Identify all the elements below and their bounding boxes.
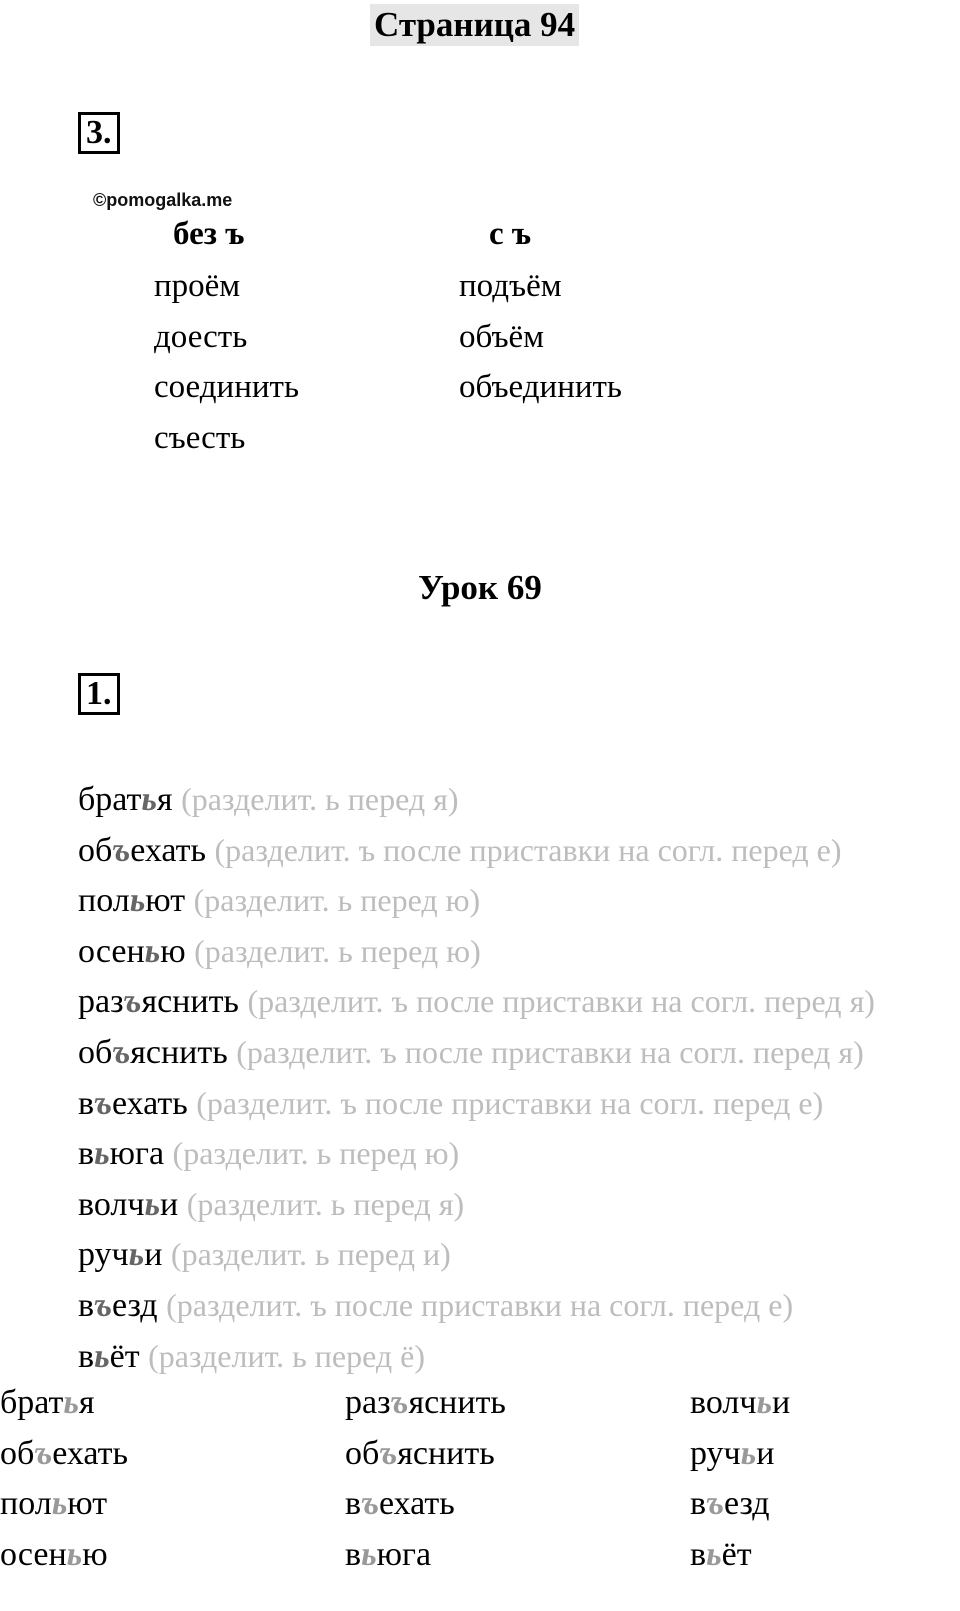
column-header-with-hard-sign: с ъ xyxy=(489,216,532,252)
right-word-column xyxy=(459,261,622,413)
word-part: раз xyxy=(345,1384,391,1421)
column-header-without-hard-sign: без ъ xyxy=(173,216,245,252)
word-grid-column-1 xyxy=(0,1378,128,1580)
word-part: яснить xyxy=(130,1033,228,1071)
word-part: ехать xyxy=(130,831,207,869)
word-item: объём xyxy=(459,318,545,355)
grid-word xyxy=(345,1530,506,1581)
rule-note: (разделит. ъ после приставки на согл. перед е) xyxy=(214,831,842,868)
rule-note: (разделит. ь перед ю) xyxy=(193,882,481,919)
word-part: ют xyxy=(145,882,186,920)
word-part: езд xyxy=(723,1485,770,1523)
separating-sign: ь xyxy=(361,1535,377,1573)
answer-line xyxy=(78,825,875,876)
separating-sign: ь xyxy=(129,882,146,920)
answer-line xyxy=(78,774,875,825)
rule-note: (разделит. ь перед и) xyxy=(170,1236,451,1273)
word-part: об xyxy=(345,1434,380,1472)
grid-word xyxy=(345,1479,506,1530)
grid-word xyxy=(0,1378,128,1429)
word-item: съесть xyxy=(154,419,246,456)
word-part: в xyxy=(690,1535,707,1573)
word-part: юга xyxy=(109,1135,165,1173)
grid-word xyxy=(0,1479,128,1530)
separating-sign: ъ xyxy=(379,1434,398,1472)
rule-note: (разделит. ь перед ё) xyxy=(148,1337,425,1374)
rule-note: (разделит. ъ после приставки на согл. перед я) xyxy=(247,983,875,1020)
word-part: ю xyxy=(82,1535,108,1573)
separating-sign: ь xyxy=(144,932,161,970)
grid-word xyxy=(690,1429,790,1480)
word-part: раз xyxy=(78,983,124,1021)
word-item: проём xyxy=(154,268,241,304)
separating-sign: ь xyxy=(63,1384,79,1421)
page-title: Страница 94 xyxy=(370,4,579,46)
separating-sign: ъ xyxy=(361,1485,379,1523)
word-part: руч xyxy=(78,1236,129,1274)
word-part: об xyxy=(0,1434,35,1472)
grid-word xyxy=(345,1378,506,1429)
separating-sign: ь xyxy=(51,1485,68,1523)
word-part: пол xyxy=(0,1485,52,1523)
separating-sign: ъ xyxy=(94,1286,112,1324)
answer-line xyxy=(78,1027,875,1078)
rule-note: (разделит. ь перед я) xyxy=(181,781,459,817)
left-word-column xyxy=(154,261,299,463)
separating-sign: ь xyxy=(740,1434,757,1472)
answer-line xyxy=(78,1078,875,1129)
grid-word xyxy=(690,1530,790,1581)
task-1-number: 1. xyxy=(78,673,120,715)
grid-word xyxy=(345,1429,506,1480)
word-part: ю xyxy=(160,932,186,970)
rule-note: (разделит. ъ после приставки на согл. перед е) xyxy=(166,1286,794,1323)
rule-note: (разделит. ъ после приставки на согл. перед е) xyxy=(196,1084,824,1121)
word-part: я xyxy=(78,1384,95,1421)
word-part: и xyxy=(756,1434,775,1472)
word-item: подъём xyxy=(459,268,562,304)
word-part: и xyxy=(160,1185,179,1223)
separating-sign: ь xyxy=(94,1337,110,1375)
grid-word xyxy=(0,1429,128,1480)
word-part: брат xyxy=(0,1384,64,1421)
separating-sign: ъ xyxy=(390,1384,409,1421)
separating-sign: ь xyxy=(144,1185,160,1223)
separating-sign: ъ xyxy=(112,831,131,869)
word-part: об xyxy=(78,831,113,869)
separating-sign: ъ xyxy=(34,1434,53,1472)
word-part: в xyxy=(690,1485,707,1523)
separating-sign: ь xyxy=(706,1535,722,1573)
answer-line xyxy=(78,1229,875,1280)
word-part: в xyxy=(78,1084,95,1122)
separating-sign: ь xyxy=(128,1236,145,1274)
rule-note: (разделит. ь перед ю) xyxy=(172,1135,460,1172)
answer-line xyxy=(78,1331,875,1382)
word-part: в xyxy=(78,1286,95,1324)
word-part: волч xyxy=(78,1185,145,1223)
word-part: ехать xyxy=(52,1434,129,1472)
lesson-title: Урок 69 xyxy=(418,568,542,607)
word-part: в xyxy=(345,1485,362,1523)
word-part: я xyxy=(156,781,173,818)
word-part: об xyxy=(78,1033,113,1071)
separating-sign: ъ xyxy=(706,1485,724,1523)
word-part: в xyxy=(78,1337,95,1375)
word-part: и xyxy=(772,1384,791,1421)
grid-word xyxy=(690,1479,790,1530)
word-part: ехать xyxy=(378,1485,455,1523)
word-part: пол xyxy=(78,882,130,920)
watermark: ©pomogalka.me xyxy=(93,190,233,210)
word-item: доесть xyxy=(154,318,248,355)
answer-line xyxy=(78,1280,875,1331)
word-item: соединить xyxy=(154,369,300,405)
rule-note: (разделит. ь перед ю) xyxy=(194,932,481,969)
task-3-number: 3. xyxy=(78,112,120,154)
word-part: езд xyxy=(111,1286,158,1324)
word-item: объединить xyxy=(459,369,622,405)
word-part: ёт xyxy=(721,1535,752,1573)
word-part: ёт xyxy=(109,1337,140,1375)
word-part: яснить xyxy=(141,983,239,1021)
word-part: осен xyxy=(78,932,145,970)
separating-sign: ъ xyxy=(123,983,142,1021)
word-part: осен xyxy=(0,1535,67,1573)
word-part: ехать xyxy=(111,1084,188,1122)
separating-sign: ь xyxy=(141,781,157,818)
word-part: в xyxy=(345,1535,362,1573)
separating-sign: ь xyxy=(756,1384,772,1421)
word-part: в xyxy=(78,1135,95,1173)
answer-line xyxy=(78,875,875,926)
answer-line xyxy=(78,1179,875,1230)
word-part: яснить xyxy=(408,1384,506,1421)
rule-note: (разделит. ь перед я) xyxy=(186,1185,465,1222)
answer-line xyxy=(78,976,875,1027)
rule-note: (разделит. ъ после приставки на согл. перед я) xyxy=(236,1033,864,1070)
separating-sign: ь xyxy=(66,1535,83,1573)
word-part: волч xyxy=(690,1384,757,1421)
word-grid-column-3 xyxy=(690,1378,790,1580)
answer-line xyxy=(78,926,875,977)
grid-word xyxy=(690,1378,790,1429)
word-part: ют xyxy=(67,1485,108,1523)
answer-list xyxy=(78,774,875,1381)
word-part: юга xyxy=(376,1535,432,1573)
answer-line xyxy=(78,1128,875,1179)
separating-sign: ь xyxy=(94,1135,110,1173)
word-part: яснить xyxy=(397,1434,495,1472)
grid-word xyxy=(0,1530,128,1581)
separating-sign: ъ xyxy=(112,1033,131,1071)
word-part: и xyxy=(144,1236,163,1274)
word-part: руч xyxy=(690,1434,741,1472)
word-part: брат xyxy=(78,781,142,818)
separating-sign: ъ xyxy=(94,1084,112,1122)
word-grid-column-2 xyxy=(345,1378,506,1580)
